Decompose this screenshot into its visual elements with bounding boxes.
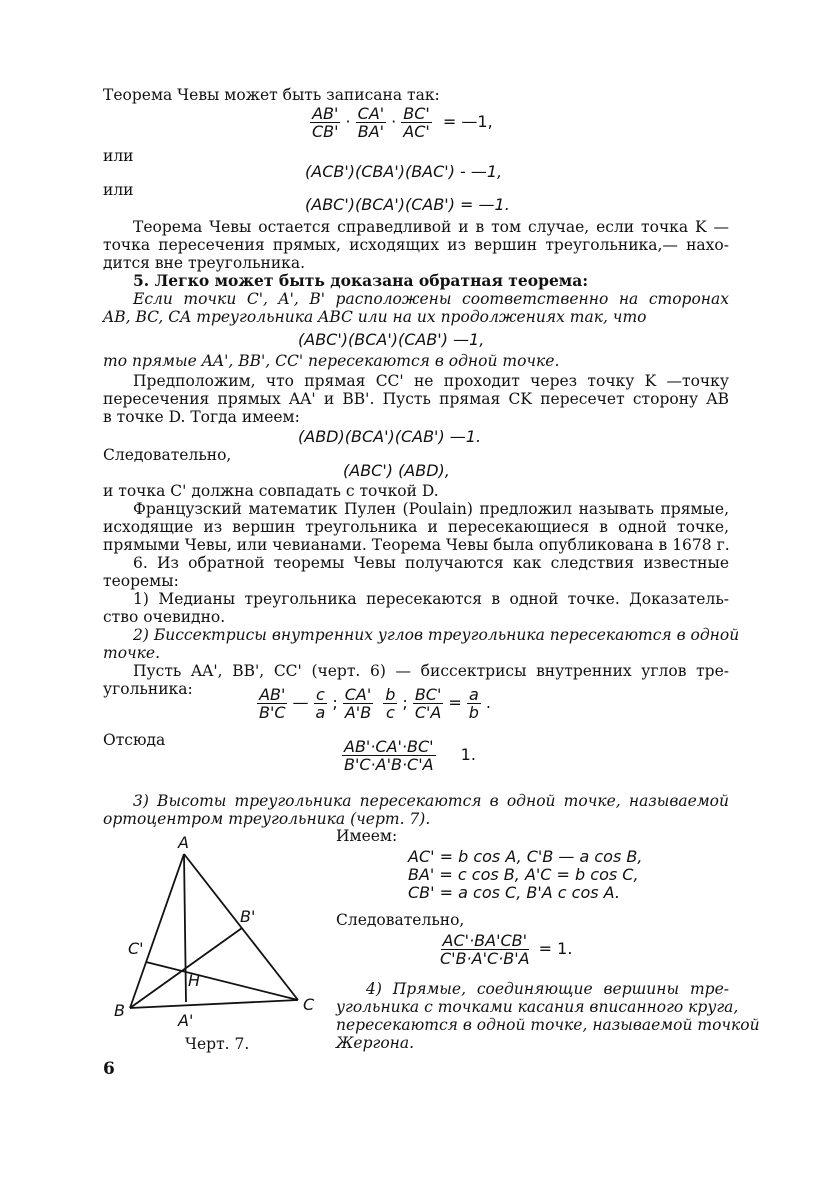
paragraph-line: и точка C' должна совпадать с точкой D. [103, 482, 439, 500]
equation: (ACB')(CBA')(BAC') - —1, [305, 162, 503, 181]
paragraph-line: в точке D. Тогда имеем: [103, 408, 300, 426]
theorem-line: точке. [103, 644, 161, 662]
paragraph-line: пересечения прямых AA' и BB'. Пусть прямая CK пересечет сторону AB [103, 390, 729, 408]
paragraph-line: угольника: [103, 680, 193, 698]
equation: (ABC')(BCA')(CAB') = —1. [305, 195, 510, 214]
equation: CB' = a cos C, B'A c cos A. [408, 883, 620, 902]
paragraph-line: Теорема Чевы остается справедливой и в том случае, если точка K — [133, 218, 729, 236]
foot-a-label: A' [178, 1011, 194, 1030]
text-line: Теорема Чевы может быть записана так: [103, 86, 440, 104]
theorem-line: 2) Биссектрисы внутренних углов треугольника пересекаются в одной [133, 626, 740, 644]
paragraph-line: Предположим, что прямая CC' не проходит через точку K —точку [133, 372, 729, 390]
equation: (ABC') (ABD), [343, 461, 450, 480]
side-ac [184, 854, 298, 1000]
foot-b-label: B' [240, 907, 256, 926]
page-number: 6 [103, 1059, 115, 1079]
paragraph-line: дится вне треугольника. [103, 254, 306, 272]
equation: BA' = c cos B, A'C = b cos C, [408, 865, 639, 884]
paragraph-line: Имеем: [336, 827, 398, 845]
paragraph-line: Следовательно, [103, 446, 232, 464]
fraction: $\frac{BC'}{AC'}$ [403, 104, 430, 141]
foot-c-label: C' [128, 939, 144, 958]
equation-bisector-ratios: $\frac{AB'}{B'C}$ — $\frac{c}{a}$ ; $\frac{CA'}{A'B}$ $\frac{b}{c}$ ; $\frac{BC'}{C'A}$ = $\frac{a}{b}$ . [259, 685, 492, 722]
paragraph-line: прямыми Чевы, или чевианами. Теорема Чевы была опубликована в 1678 г. [103, 536, 730, 554]
paragraph-line: исходящие из вершин треугольника и пересекающиеся в одной точке, [103, 518, 729, 536]
theorem-line: 3) Высоты треугольника пересекаются в одной точке, называемой [133, 792, 729, 810]
text-or: или [103, 147, 134, 165]
fraction: $\frac{AB'}{CB'}$ [312, 104, 339, 141]
theorem-line: 4) Прямые, соединяющие вершины тре- [366, 980, 729, 998]
paragraph-line: Пусть AA', BB', CC' (черт. 6) — биссектрисы внутренних углов тре- [133, 662, 729, 680]
paragraph-line: 1) Медианы треугольника пересекаются в одной точке. Доказатель- [133, 590, 729, 608]
orthocenter-label: H [188, 971, 201, 990]
equation-product: $\frac{AC'\cdot BA'CB'}{C'B\cdot A'C\cdot B'A}$ = 1. [440, 931, 573, 968]
paragraph-line: точка пересечения прямых, исходящих из вершин треугольника,— нахо- [103, 236, 729, 254]
vertex-b-label: B [114, 1001, 125, 1020]
paragraph-line: 6. Из обратной теоремы Чевы получаются как следствия известные [133, 554, 729, 572]
equation: (ABC')(BCA')(CAB') —1, [298, 330, 485, 349]
triangle-figure [100, 830, 330, 1035]
side-bc [130, 1000, 298, 1008]
equation: (ABD)(BCA')(CAB') —1. [298, 427, 482, 446]
paragraph-line: теоремы: [103, 572, 179, 590]
vertex-a-label: A [178, 833, 189, 852]
vertex-c-label: C [303, 995, 315, 1014]
theorem-line: ортоцентром треугольника (черт. 7). [103, 810, 431, 828]
theorem-line: то прямые AA', BB', CC' пересекаются в одной точке. [103, 352, 560, 370]
equation-cheva-ratios: $\frac{AB'}{CB'}$ · $\frac{CA'}{BA'}$ · $\frac{BC'}{AC'}$ = —1, [312, 104, 493, 141]
paragraph-line: Следовательно, [336, 911, 465, 929]
theorem-line: Жергона. [336, 1034, 415, 1052]
theorem-line: угольника с точками касания вписанного круга, [336, 998, 739, 1016]
equation: AC' = b cos A, C'B — a cos B, [408, 847, 643, 866]
paragraph-line: ство очевидно. [103, 608, 226, 626]
theorem-line: пересекаются в одной точке, называемой точкой [336, 1016, 760, 1034]
text-or: или [103, 181, 134, 199]
altitude-a [184, 854, 186, 1002]
side-ab [130, 854, 184, 1008]
theorem-line: AB, BC, CA треугольника ABC или на их продолжениях так, что [103, 308, 647, 326]
paragraph-line: Французский математик Пулен (Poulain) предложил называть прямые, [133, 500, 729, 518]
theorem-line: Если точки C', A', B' расположены соответственно на сторонах [133, 290, 729, 308]
paragraph-line: Отсюда [103, 731, 166, 749]
paragraph-line: 5. Легко может быть доказана обратная теорема: [133, 271, 589, 290]
figure-caption: Черт. 7. [185, 1035, 250, 1053]
equation-product: $\frac{AB'\cdot CA'\cdot BC'}{B'C\cdot A'B\cdot C'A}$ 1. [344, 737, 476, 774]
fraction: $\frac{CA'}{BA'}$ [357, 104, 385, 141]
